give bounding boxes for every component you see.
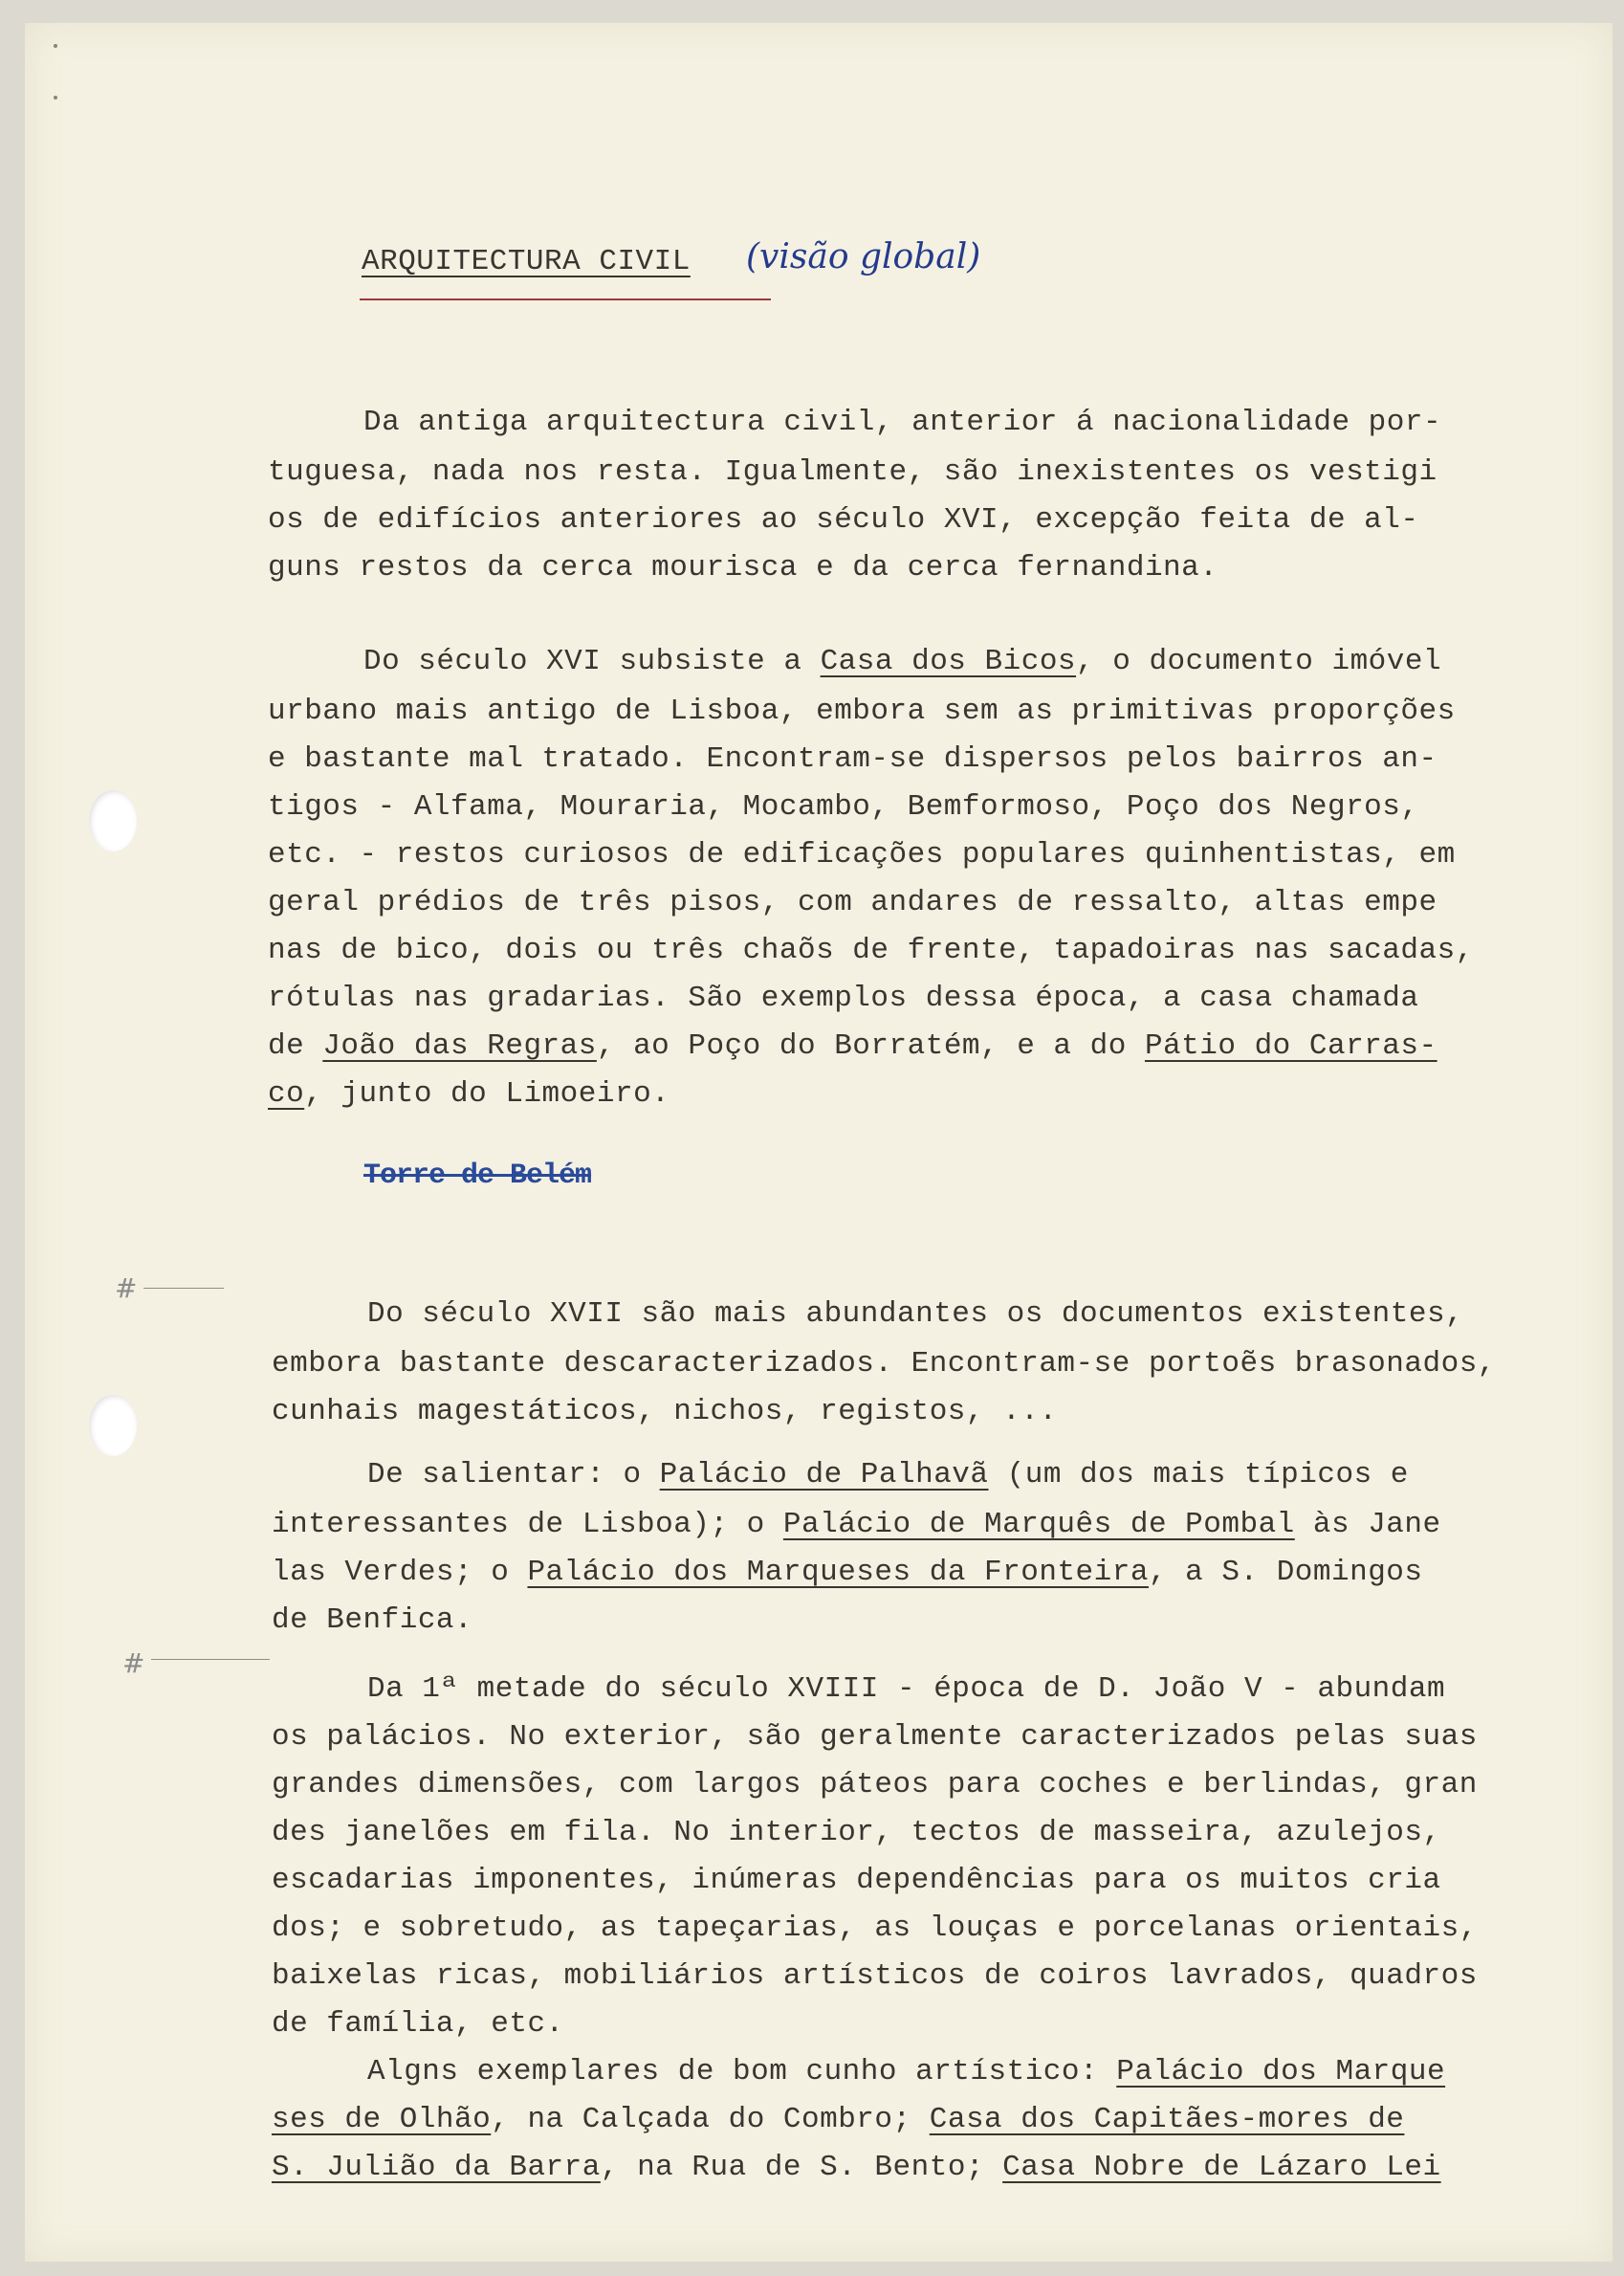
text-segment: dos; e sobretudo, as tapeçarias, as louças e porcelanas orientais, xyxy=(272,1911,1478,1945)
text-line xyxy=(363,406,1441,439)
punch-hole xyxy=(89,1395,137,1456)
text-segment: des janelões em fila. No interior, tectos de masseira, azulejos, xyxy=(272,1816,1441,1849)
text-segment: de Benfica. xyxy=(272,1603,473,1637)
text-line xyxy=(268,742,1437,776)
text-line xyxy=(367,1458,1409,1492)
text-line xyxy=(272,1816,1441,1849)
underlined-place-name: Pátio do Carras- xyxy=(1144,1029,1437,1063)
underlined-place-name: Palácio de Palhavã xyxy=(659,1458,989,1492)
text-line xyxy=(268,790,1419,824)
text-segment: às Jane xyxy=(1294,1508,1441,1541)
text-line xyxy=(268,982,1419,1015)
margin-mark-line xyxy=(143,1288,224,1289)
underlined-place-name: Casa dos Capitães-mores de xyxy=(929,2103,1405,2136)
text-line xyxy=(272,1959,1478,1993)
text-segment: nas de bico, dois ou três chaõs de frente, tapadoiras nas sacadas, xyxy=(268,934,1474,967)
text-segment: geral prédios de três pisos, com andares de ressalto, altas empe xyxy=(268,886,1437,919)
text-line xyxy=(268,455,1437,489)
text-line xyxy=(367,2055,1445,2088)
text-segment: De salientar: o xyxy=(367,1458,660,1492)
text-line xyxy=(268,934,1474,967)
text-line xyxy=(272,2103,1404,2136)
underlined-place-name: Casa Nobre de Lázaro Lei xyxy=(1002,2151,1441,2184)
text-line xyxy=(272,2151,1441,2184)
punch-hole xyxy=(89,790,137,851)
text-line xyxy=(272,1347,1496,1381)
underlined-place-name: Palácio de Marquês de Pombal xyxy=(782,1508,1295,1541)
text-line xyxy=(268,1029,1437,1063)
title-handwritten-annotation: (visão global) xyxy=(746,237,981,276)
text-line xyxy=(272,1911,1478,1945)
edge-mark xyxy=(54,44,57,48)
text-segment: os palácios. No exterior, são geralmente caracterizados pelas suas xyxy=(272,1720,1478,1754)
text-segment: Da antiga arquitectura civil, anterior á nacionalidade por- xyxy=(363,406,1442,439)
text-segment: grandes dimensões, com largos páteos para coches e berlindas, gran xyxy=(272,1768,1478,1801)
text-line xyxy=(268,503,1419,537)
margin-mark-line xyxy=(151,1659,270,1660)
text-segment: tigos - Alfama, Mouraria, Mocambo, Bemformoso, Poço dos Negros, xyxy=(268,790,1419,824)
text-line xyxy=(268,551,1218,585)
text-segment: de xyxy=(268,1029,323,1063)
text-line xyxy=(367,1672,1445,1706)
text-segment: etc. - restos curiosos de edificações populares quinhentistas, em xyxy=(268,838,1456,872)
text-line xyxy=(272,1720,1478,1754)
text-line xyxy=(367,1297,1463,1331)
text-segment: , na Rua de S. Bento; xyxy=(600,2151,1003,2184)
text-segment: , junto do Limoeiro. xyxy=(304,1077,670,1111)
text-line xyxy=(268,695,1456,728)
text-line xyxy=(268,838,1456,872)
underlined-place-name: ses de Olhão xyxy=(272,2103,492,2136)
text-segment: cunhais magestáticos, nichos, registos, ... xyxy=(272,1395,1058,1428)
text-segment: interessantes de Lisboa); o xyxy=(272,1508,783,1541)
text-segment: os de edifícios anteriores ao século XVI, excepção feita de al- xyxy=(268,503,1419,537)
text-segment: de família, etc. xyxy=(272,2007,564,2041)
text-line xyxy=(268,1077,669,1111)
text-line xyxy=(272,1768,1478,1801)
underlined-place-name: S. Julião da Barra xyxy=(272,2151,601,2184)
text-segment: baixelas ricas, mobiliários artísticos de coiros lavrados, quadros xyxy=(272,1959,1478,1993)
text-line xyxy=(272,2007,564,2041)
text-segment: , o documento imóvel xyxy=(1076,645,1442,678)
text-segment: , ao Poço do Borratém, e a do xyxy=(596,1029,1145,1063)
document-title: ARQUITECTURA CIVIL xyxy=(362,245,691,278)
margin-mark: # xyxy=(115,1272,138,1304)
margin-mark: # xyxy=(122,1647,145,1679)
text-segment: Do século XVII são mais abundantes os documentos existentes, xyxy=(367,1297,1464,1331)
struck-stamp: Torre de Belém xyxy=(363,1160,592,1192)
text-line xyxy=(363,645,1441,678)
text-segment: Do século XVI subsiste a xyxy=(363,645,821,678)
text-line xyxy=(272,1556,1423,1589)
text-segment: tuguesa, nada nos resta. Igualmente, são inexistentes os vestigi xyxy=(268,455,1437,489)
text-segment: Algns exemplares de bom cunho artístico: xyxy=(367,2055,1117,2088)
underlined-place-name: João das Regras xyxy=(322,1029,597,1063)
text-segment: , a S. Domingos xyxy=(1148,1556,1423,1589)
text-line xyxy=(272,1395,1057,1428)
text-segment: (um dos mais típicos e xyxy=(988,1458,1409,1492)
text-segment: escadarias imponentes, inúmeras dependências para os muitos cria xyxy=(272,1864,1441,1897)
text-segment: Da 1ª metade do século XVIII - época de D. João V - abundam xyxy=(367,1672,1446,1706)
text-segment: guns restos da cerca mourisca e da cerca fernandina. xyxy=(268,551,1218,585)
text-segment: , na Calçada do Combro; xyxy=(491,2103,930,2136)
text-segment: las Verdes; o xyxy=(272,1556,528,1589)
edge-mark xyxy=(54,96,57,99)
text-line xyxy=(272,1508,1441,1541)
text-segment: urbano mais antigo de Lisboa, embora sem as primitivas proporções xyxy=(268,695,1456,728)
underlined-place-name: Palácio dos Marque xyxy=(1116,2055,1446,2088)
text-line xyxy=(272,1603,472,1637)
underlined-place-name: Casa dos Bicos xyxy=(820,645,1077,678)
text-segment: e bastante mal tratado. Encontram-se dispersos pelos bairros an- xyxy=(268,742,1437,776)
underlined-place-name: Palácio dos Marqueses da Fronteira xyxy=(527,1556,1149,1589)
text-segment: rótulas nas gradarias. São exemplos dessa época, a casa chamada xyxy=(268,982,1419,1015)
text-line xyxy=(268,886,1437,919)
underlined-place-name: co xyxy=(268,1077,305,1111)
text-line xyxy=(272,1864,1441,1897)
title-red-underline xyxy=(360,298,771,300)
text-segment: embora bastante descaracterizados. Encontram-se portoẽs brasonados, xyxy=(272,1347,1496,1381)
